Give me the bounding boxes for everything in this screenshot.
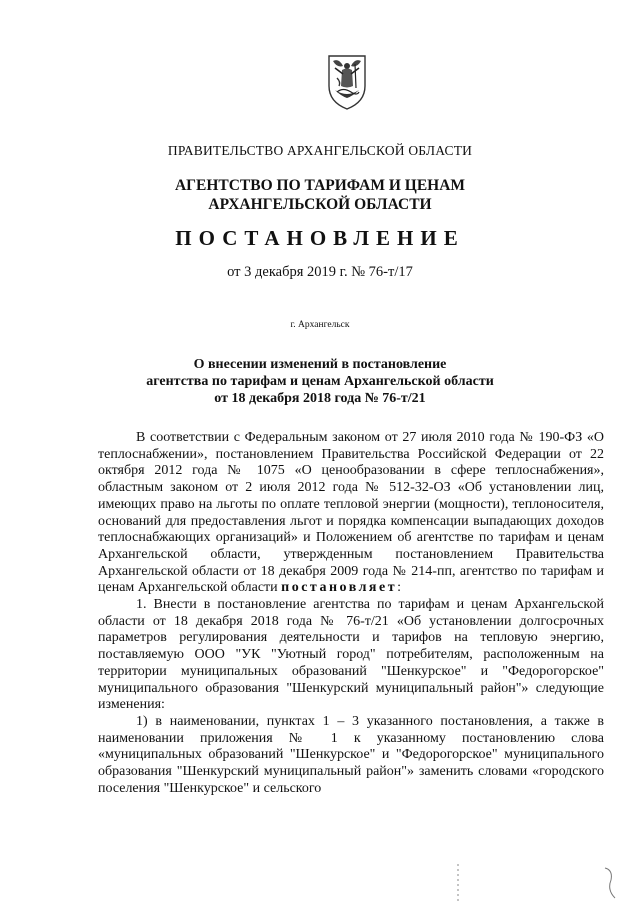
document-type: ПОСТАНОВЛЕНИЕ [175, 226, 465, 250]
item-1-paragraph: 1. Внести в постановление агентства по тарифам и ценам Архангельской области от 18 декабря 2018 года № 76-т/21 «Об установлении долгосрочных параметров регулирования деятельности и тарифов на тепловую энергию, поставляемую ООО "УК "Уютный город" потребителям, расположенным на территории муниципальных образований "Шенкурское" и "Федорогорское" муниципального образования "Шенкурский муниципальный район"» следующие изменения: [98, 597, 604, 713]
subject-line-2: агентства по тарифам и ценам Архангельской области [146, 374, 494, 389]
document-body [98, 430, 604, 797]
preamble-paragraph [98, 430, 604, 597]
preamble-text: В соответствии с Федеральным законом от 27 июля 2010 года № 190-ФЗ «О теплоснабжении», постановлением Правительства Российской Федерации от 22 октября 2012 года № 1075 «О ценообразовании в сфере теплоснабжения», областным законом от 2 июля 2012 года № 512-32-ОЗ «Об установлении лиц, имеющих право на льготы по оплате тепловой энергии (мощности), теплоносителя, оснований для предоставления льгот и порядка компенсации выпадающих доходов теплоснабжающих организаций» и Положением об агентстве по тарифам и ценам Архангельской области, утвержденным постановлением Правительства Архангельской области от 18 декабря 2009 года № 214-пп, агентство по тарифам и ценам Архангельской области [98, 430, 604, 596]
subject-line-1: О внесении изменений в постановление [193, 357, 447, 372]
government-heading: ПРАВИТЕЛЬСТВО АРХАНГЕЛЬСКОЙ ОБЛАСТИ [167, 143, 473, 158]
document-city: г. Архангельск [290, 320, 350, 330]
scan-marks [455, 862, 635, 902]
agency-title-line-2: АРХАНГЕЛЬСКОЙ ОБЛАСТИ [208, 196, 432, 213]
agency-title [0, 176, 640, 214]
agency-title-line-1: АГЕНТСТВО ПО ТАРИФАМ И ЦЕНАМ [174, 177, 466, 194]
subject-line-3: от 18 декабря 2018 года № 76-т/21 [214, 391, 426, 406]
resolves-colon: : [397, 580, 401, 596]
document-date-number: от 3 декабря 2019 г. № 76-т/17 [227, 264, 413, 280]
item-1-1-paragraph: 1) в наименовании, пунктах 1 – 3 указанного постановления, а также в наименовании приложения № 1 к указанному постановлению слова «муниципальных образований "Шенкурское" и "Федорогорское" муниципального образования "Шенкурский муниципальный район"» заменить словами «городского поселения "Шенкурское" и сельского [98, 713, 604, 796]
coat-of-arms-archangel-icon [323, 52, 371, 112]
resolves-word: постановляет [281, 580, 398, 596]
document-subject [0, 356, 640, 407]
